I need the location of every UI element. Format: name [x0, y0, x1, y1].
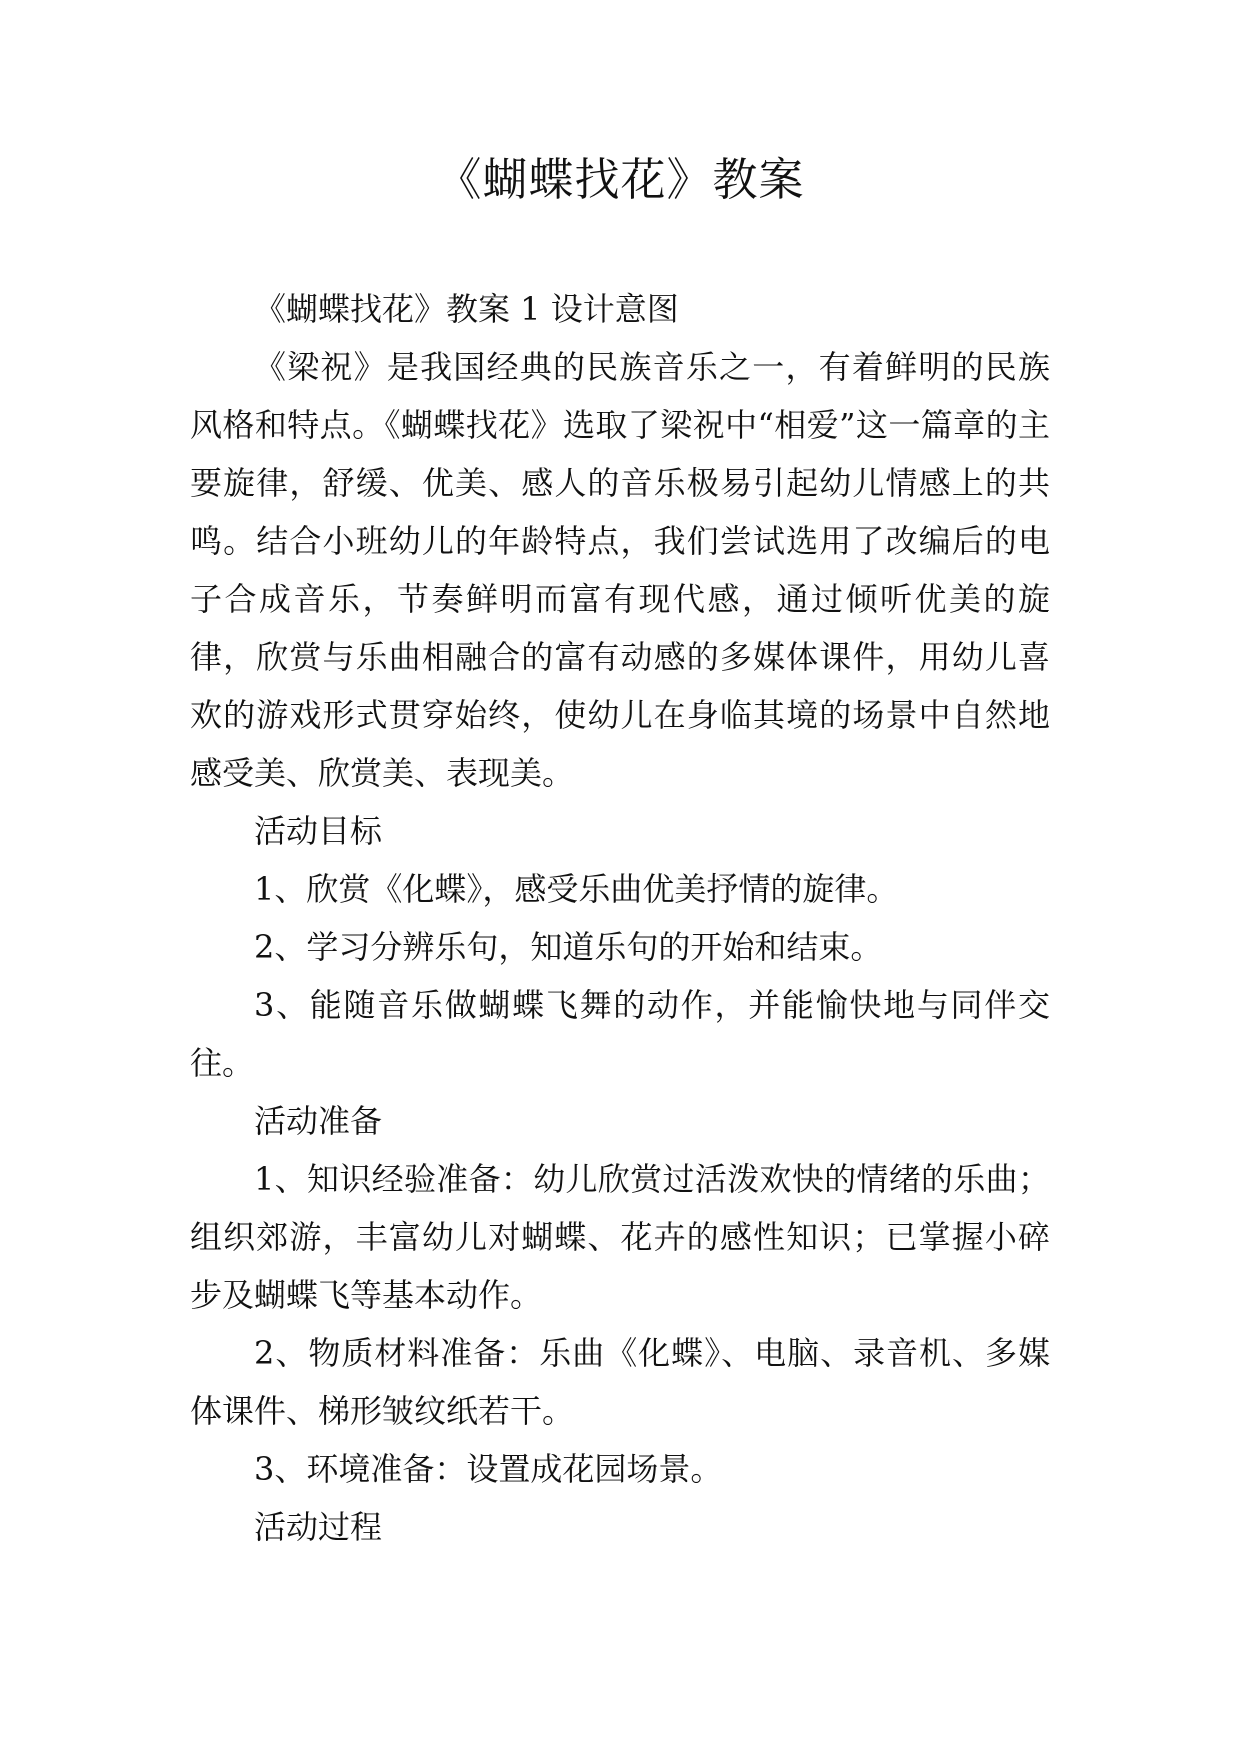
- document-body: [190, 280, 1050, 1556]
- preparation-item: 2、物质材料准备：乐曲《化蝶》、电脑、录音机、多媒体课件、梯形皱纹纸若干。: [190, 1334, 1050, 1430]
- paragraph-design-intent: 《梁祝》是我国经典的民族音乐之一，有着鲜明的民族风格和特点。《蝴蝶找花》选取了梁祝中“相爱”这一篇章的主要旋律，舒缓、优美、感人的音乐极易引起幼儿情感上的共鸣。结合小班幼儿的年龄特点，我们尝试选用了改编后的电子合成音乐，节奏鲜明而富有现代感，通过倾听优美的旋律，欣赏与乐曲相融合的富有动感的多媒体课件，用幼儿喜欢的游戏形式贯穿始终，使幼儿在身临其境的场景中自然地感受美、欣赏美、表现美。: [190, 348, 1050, 792]
- goal-item: 2、学习分辨乐句，知道乐句的开始和结束。: [254, 928, 883, 966]
- goal-item: 1、欣赏《化蝶》，感受乐曲优美抒情的旋律。: [254, 870, 899, 908]
- document-title: 《蝴蝶找花》教案: [436, 153, 805, 206]
- section-heading-process: 活动过程: [254, 1508, 383, 1546]
- goal-item: 3、能随音乐做蝴蝶飞舞的动作，并能愉快地与同伴交往。: [190, 986, 1050, 1082]
- preparation-item: 1、知识经验准备：幼儿欣赏过活泼欢快的情绪的乐曲；组织郊游，丰富幼儿对蝴蝶、花卉的感性知识；已掌握小碎步及蝴蝶飞等基本动作。: [190, 1160, 1050, 1314]
- preparation-item: 3、环境准备：设置成花园场景。: [254, 1450, 723, 1488]
- section-heading-preparation: 活动准备: [254, 1102, 383, 1140]
- section-heading-goals: 活动目标: [254, 812, 383, 850]
- paragraph-heading-design-intent: 《蝴蝶找花》教案 1 设计意图: [254, 290, 679, 328]
